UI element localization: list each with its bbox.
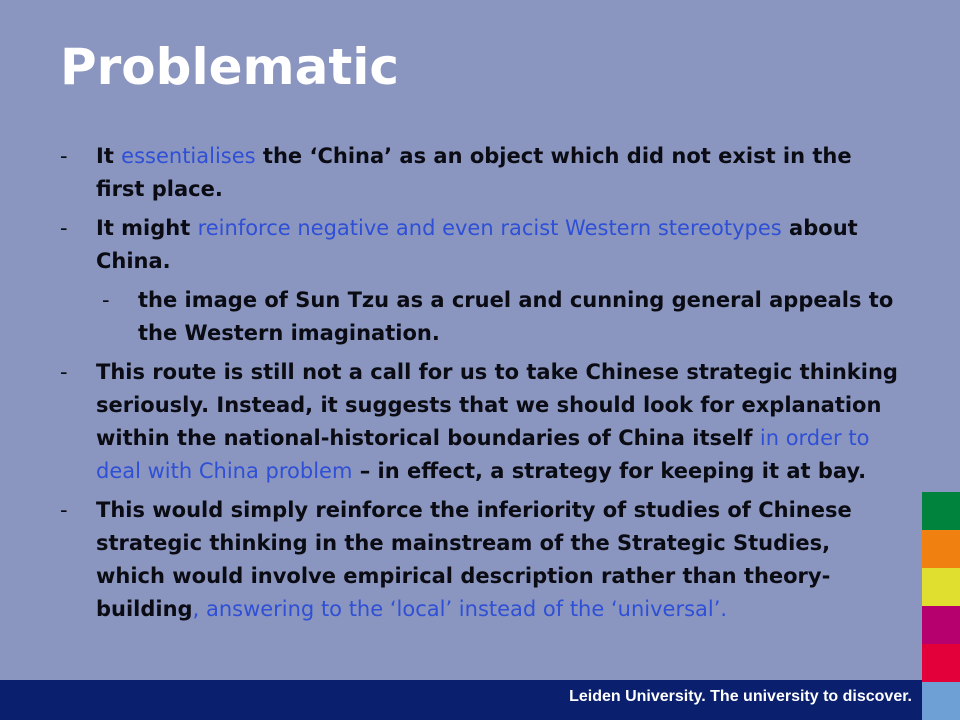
bullet-dash: - xyxy=(60,144,68,168)
footer-bar xyxy=(0,680,922,720)
bullet-dash: - xyxy=(60,498,68,522)
bullet-text: This route is still not a call for us to take Chinese strategic thinking seriously. Instead, it suggests that we should look for explanation within the national-historical boundaries of China itself xyxy=(96,360,898,450)
bullet-item xyxy=(60,356,900,488)
bullet-text: – in effect, a strategy for keeping it at bay. xyxy=(352,459,867,483)
bullet-dash: - xyxy=(60,216,68,240)
bullet-item xyxy=(60,212,900,278)
stripe-green xyxy=(922,492,960,530)
bullet-highlight: essentialises xyxy=(121,144,256,168)
stripe-magenta xyxy=(922,606,960,644)
bullet-list xyxy=(60,140,900,632)
stripe-light-blue xyxy=(922,682,960,720)
bullet-text: the image of Sun Tzu as a cruel and cunning general appeals to the Western imagination. xyxy=(138,288,894,345)
brand-color-stripes xyxy=(922,492,960,720)
stripe-red xyxy=(922,644,960,682)
bullet-item xyxy=(60,494,900,626)
sub-bullet-item xyxy=(102,284,900,350)
bullet-text: It xyxy=(96,144,122,168)
stripe-orange xyxy=(922,530,960,568)
bullet-highlight: , answering to the ‘local’ instead of the ‘universal’. xyxy=(192,597,728,621)
bullet-text: the ‘China’ as an object which did not exist in the first place. xyxy=(96,144,852,201)
bullet-dash: - xyxy=(60,360,68,384)
bullet-dash: - xyxy=(102,288,110,312)
stripe-yellow xyxy=(922,568,960,606)
footer-tagline: Leiden University. The university to discover. xyxy=(569,688,912,705)
bullet-highlight: in order to deal with China problem xyxy=(96,426,870,483)
bullet-text: about China. xyxy=(96,216,858,273)
bullet-highlight: reinforce negative and even racist Western stereotypes xyxy=(197,216,782,240)
bullet-text: This would simply reinforce the inferiority of studies of Chinese strategic thinking in the mainstream of the Strategic Studies, which would involve empirical description rather than theory-building xyxy=(96,498,852,621)
slide-title: Problematic xyxy=(60,38,400,96)
bullet-text: It might xyxy=(96,216,198,240)
bullet-item xyxy=(60,140,900,206)
